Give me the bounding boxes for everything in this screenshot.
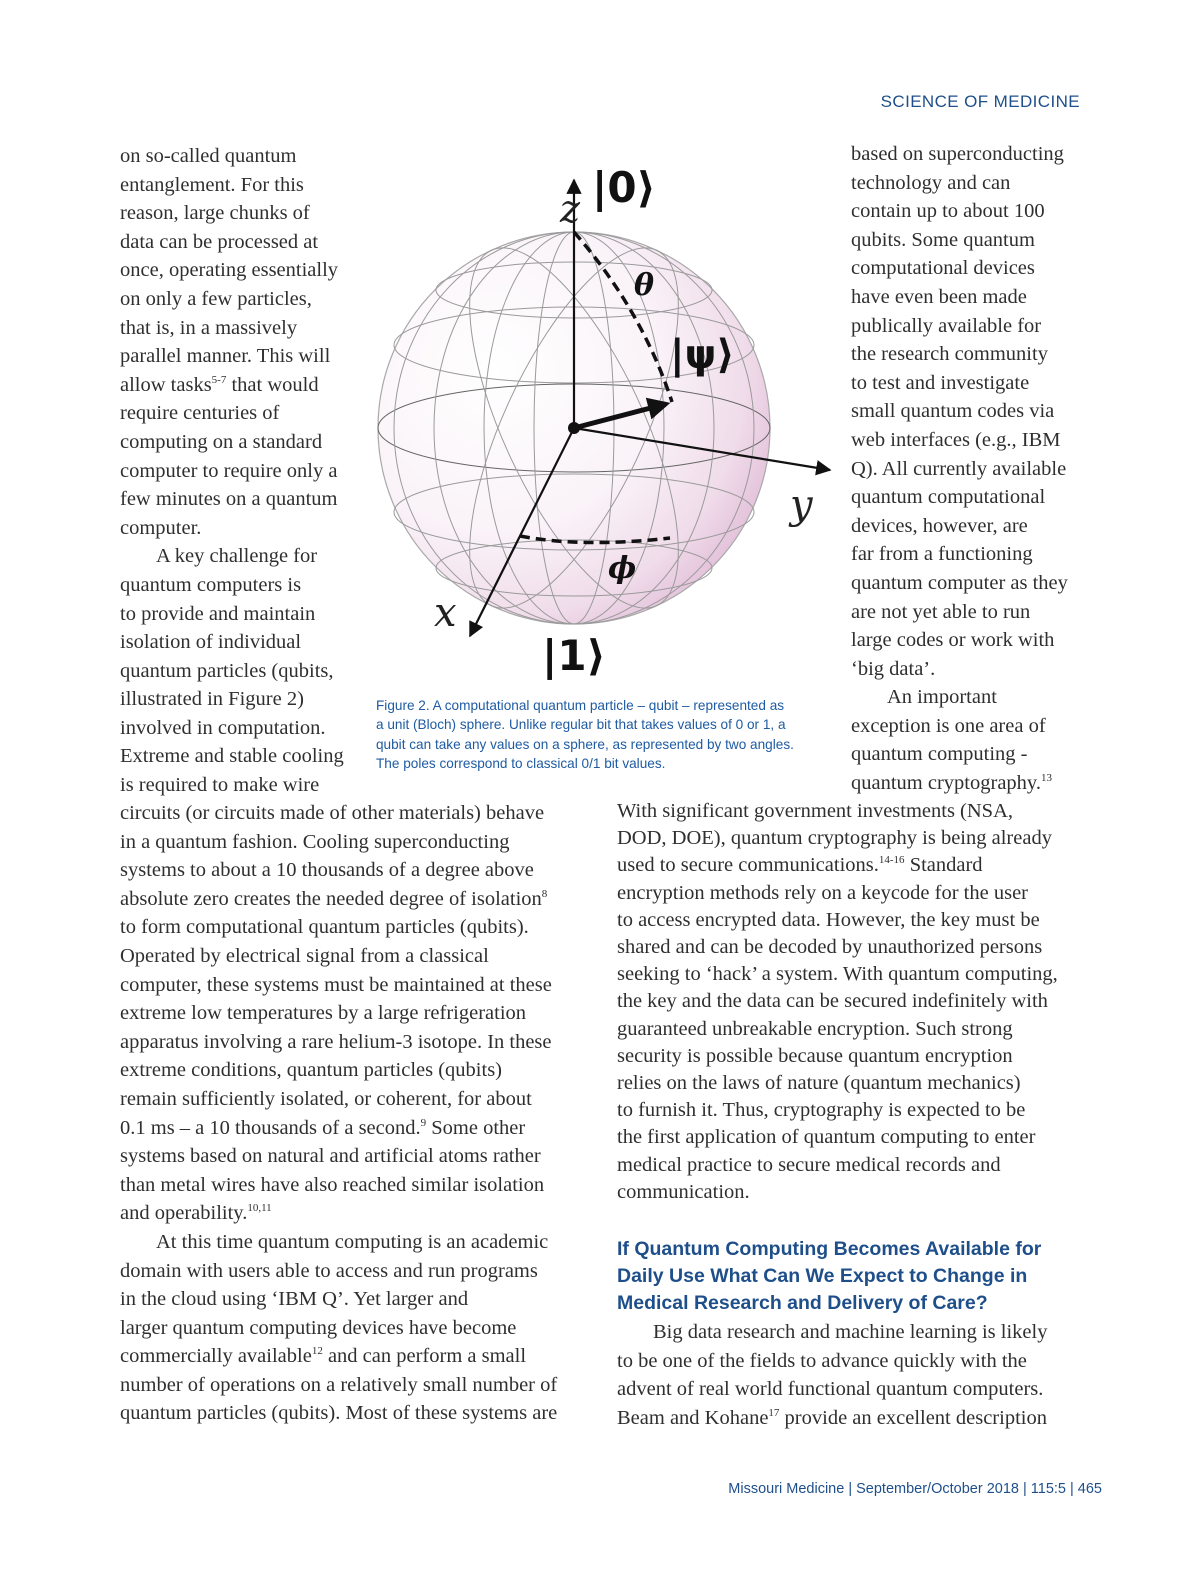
text-line: systems to about a 10 thousands of a degree above — [120, 859, 534, 882]
text-line: quantum particles (qubits, — [120, 659, 334, 682]
text-line: domain with users able to access and run programs — [120, 1259, 538, 1282]
citation: 9 — [420, 1116, 427, 1129]
text-fragment: Beam and Kohane — [617, 1406, 769, 1429]
text-line: involved in computation. — [120, 716, 326, 739]
text-line: small quantum codes via — [851, 400, 1055, 423]
right-column-bottom — [617, 798, 1092, 1206]
text-line: to access encrypted data. However, the key must be — [617, 908, 1040, 931]
text-line: Extreme and stable cooling — [120, 745, 344, 768]
text-line: that is, in a massively — [120, 316, 298, 339]
text-line: reason, large chunks of — [120, 202, 310, 225]
text-line: An important — [887, 686, 997, 709]
text-line: to form computational quantum particles (qubits). — [120, 916, 529, 939]
text-fragment: and operability. — [120, 1202, 248, 1225]
citation: 5-7 — [211, 373, 227, 386]
text-line: A key challenge for — [156, 545, 318, 568]
page-footer: Missouri Medicine | September/October 2018 | 115:5 | 465 — [728, 1481, 1102, 1497]
text-line: entanglement. For this — [120, 173, 304, 196]
figure-caption — [376, 696, 838, 774]
z-label: z — [560, 187, 581, 231]
text-line: illustrated in Figure 2) — [120, 688, 304, 711]
text-line: web interfaces (e.g., IBM — [851, 428, 1061, 451]
text-line: number of operations on a relatively small number of — [120, 1373, 558, 1396]
text-line: few minutes on a quantum — [120, 488, 338, 511]
text-line — [617, 1404, 1092, 1433]
left-column-top — [120, 142, 370, 800]
text-fragment: Some other — [426, 1116, 526, 1139]
text-fragment: 0.1 ms – a 10 thousands of a second. — [120, 1116, 421, 1139]
text-line: apparatus involving a rare helium-3 isotope. In these — [120, 1030, 552, 1053]
text-line: than metal wires have also reached similar isolation — [120, 1173, 545, 1196]
text-line: advent of real world functional quantum computers. — [617, 1378, 1044, 1401]
text-line: the first application of quantum computing to enter — [617, 1126, 1036, 1149]
text-line: devices, however, are — [851, 514, 1028, 537]
text-fragment: absolute zero creates the needed degree of isolation — [120, 887, 542, 910]
text-fragment: quantum cryptography. — [851, 772, 1041, 795]
text-line: circuits (or circuits made of other materials) behave — [120, 802, 545, 824]
heading-body — [617, 1318, 1092, 1432]
text-line: qubits. Some quantum — [851, 228, 1035, 251]
text-line: larger quantum computing devices have become — [120, 1316, 517, 1339]
text-line: on so-called quantum — [120, 145, 297, 167]
text-fragment: used to secure communications. — [617, 854, 879, 877]
text-line: quantum computational — [851, 486, 1046, 509]
text-line: shared and can be decoded by unauthorized persons — [617, 936, 1043, 959]
text-line: ‘big data’. — [851, 657, 936, 680]
text-line: in a quantum fashion. Cooling superconducting — [120, 830, 510, 853]
caption-line: a unit (Bloch) sphere. Unlike regular bit that takes values of 0 or 1, a — [376, 717, 786, 733]
text-line: computer, these systems must be maintained at these — [120, 973, 552, 996]
ket-one-label: |1⟩ — [542, 631, 606, 680]
citation: 17 — [768, 1406, 780, 1419]
text-line: computational devices — [851, 257, 1035, 280]
text-line: quantum particles (qubits). Most of these systems are — [120, 1402, 558, 1425]
heading-line: Medical Research and Delivery of Care? — [617, 1292, 988, 1315]
text-line: large codes or work with — [851, 629, 1055, 652]
text-line: seeking to ‘hack’ a system. With quantum computing, — [617, 963, 1058, 986]
text-line: Big data research and machine learning is likely — [653, 1321, 1048, 1343]
text-line — [851, 769, 1091, 798]
citation: 8 — [541, 887, 548, 900]
text-line: isolation of individual — [120, 631, 302, 654]
bloch-sphere-diagram — [372, 140, 842, 700]
text-line: medical practice to secure medical records and — [617, 1153, 1001, 1176]
text-line: quantum computing - — [851, 743, 1028, 766]
caption-line: qubit can take any values on a sphere, as represented by two angles. — [376, 736, 794, 752]
text-line: exception is one area of — [851, 714, 1046, 737]
text-line: in the cloud using ‘IBM Q’. Yet larger and — [120, 1288, 469, 1311]
citation: 14-16 — [878, 854, 905, 867]
text-line: have even been made — [851, 285, 1027, 308]
text-line: communication. — [617, 1180, 750, 1203]
text-fragment: that would — [226, 373, 319, 396]
text-fragment: and can perform a small — [322, 1345, 527, 1368]
text-line — [617, 852, 1092, 879]
text-line: is required to make wire — [120, 774, 320, 797]
origin-point — [568, 422, 580, 434]
y-label: y — [790, 482, 813, 528]
phi-label: ϕ — [608, 551, 637, 586]
text-line: the key and the data can be secured indefinitely with — [617, 990, 1048, 1013]
citation: 13 — [1040, 772, 1052, 785]
text-line: quantum computer as they — [851, 571, 1068, 594]
text-line: DOD, DOE), quantum cryptography is being already — [617, 827, 1052, 850]
text-line: quantum computers is — [120, 573, 302, 596]
text-line — [120, 1342, 595, 1371]
x-label: x — [434, 590, 457, 636]
text-line — [120, 885, 595, 914]
text-line: relies on the laws of nature (quantum mechanics) — [617, 1072, 1021, 1095]
citation: 10,11 — [247, 1202, 272, 1215]
text-line: based on superconducting — [851, 143, 1064, 165]
section-heading — [617, 1236, 1097, 1318]
text-fragment: commercially available — [120, 1345, 312, 1368]
psi-label: |ψ⟩ — [670, 332, 735, 378]
theta-label: θ — [634, 268, 655, 303]
text-line: require centuries of — [120, 402, 280, 425]
text-line: contain up to about 100 — [851, 200, 1045, 223]
caption-line: Figure 2. A computational quantum particle – qubit – represented as — [376, 698, 785, 713]
text-line: the research community — [851, 343, 1048, 366]
heading-line: Daily Use What Can We Expect to Change in — [617, 1265, 1028, 1288]
ket-zero-label: |0⟩ — [592, 163, 656, 212]
text-line: extreme low temperatures by a large refrigeration — [120, 1002, 527, 1025]
text-line: guaranteed unbreakable encryption. Such strong — [617, 1017, 1013, 1040]
text-line: to test and investigate — [851, 371, 1030, 394]
text-line: Q). All currently available — [851, 457, 1067, 480]
right-column-top — [851, 140, 1091, 798]
text-line: Operated by electrical signal from a classical — [120, 944, 489, 967]
text-line: With significant government investments (NSA, — [617, 800, 1014, 822]
left-column-bottom — [120, 799, 595, 1428]
text-fragment: allow tasks — [120, 373, 212, 396]
text-line: computing on a standard — [120, 430, 323, 453]
text-line: on only a few particles, — [120, 287, 312, 310]
text-line: computer to require only a — [120, 459, 338, 482]
text-line: technology and can — [851, 171, 1011, 194]
text-line: once, operating essentially — [120, 259, 339, 282]
text-line: remain sufficiently isolated, or coherent, for about — [120, 1087, 532, 1110]
text-line: parallel manner. This will — [120, 345, 331, 368]
text-line: data can be processed at — [120, 230, 319, 253]
text-line: systems based on natural and artificial atoms rather — [120, 1145, 541, 1168]
citation: 12 — [311, 1345, 323, 1358]
text-line: computer. — [120, 516, 202, 539]
text-line: encryption methods rely on a keycode for the user — [617, 881, 1029, 904]
text-line: far from a functioning — [851, 543, 1033, 566]
caption-line: The poles correspond to classical 0/1 bit values. — [376, 756, 666, 772]
text-line — [120, 371, 370, 400]
text-fragment: provide an excellent description — [779, 1406, 1047, 1429]
text-line: are not yet able to run — [851, 600, 1031, 623]
text-line: security is possible because quantum encryption — [617, 1044, 1013, 1067]
section-label: SCIENCE OF MEDICINE — [880, 92, 1080, 111]
text-line — [120, 1114, 595, 1143]
text-fragment: Standard — [904, 854, 983, 877]
text-line: to be one of the fields to advance quickly with the — [617, 1349, 1027, 1372]
text-line — [120, 1199, 595, 1228]
text-line: At this time quantum computing is an academic — [156, 1230, 549, 1253]
heading-line: If Quantum Computing Becomes Available for — [617, 1238, 1042, 1260]
text-line: to furnish it. Thus, cryptography is expected to be — [617, 1099, 1026, 1122]
text-line: extreme conditions, quantum particles (qubits) — [120, 1059, 503, 1082]
bloch-sphere-figure — [372, 140, 842, 700]
text-line: to provide and maintain — [120, 602, 316, 625]
text-line: publically available for — [851, 314, 1042, 337]
